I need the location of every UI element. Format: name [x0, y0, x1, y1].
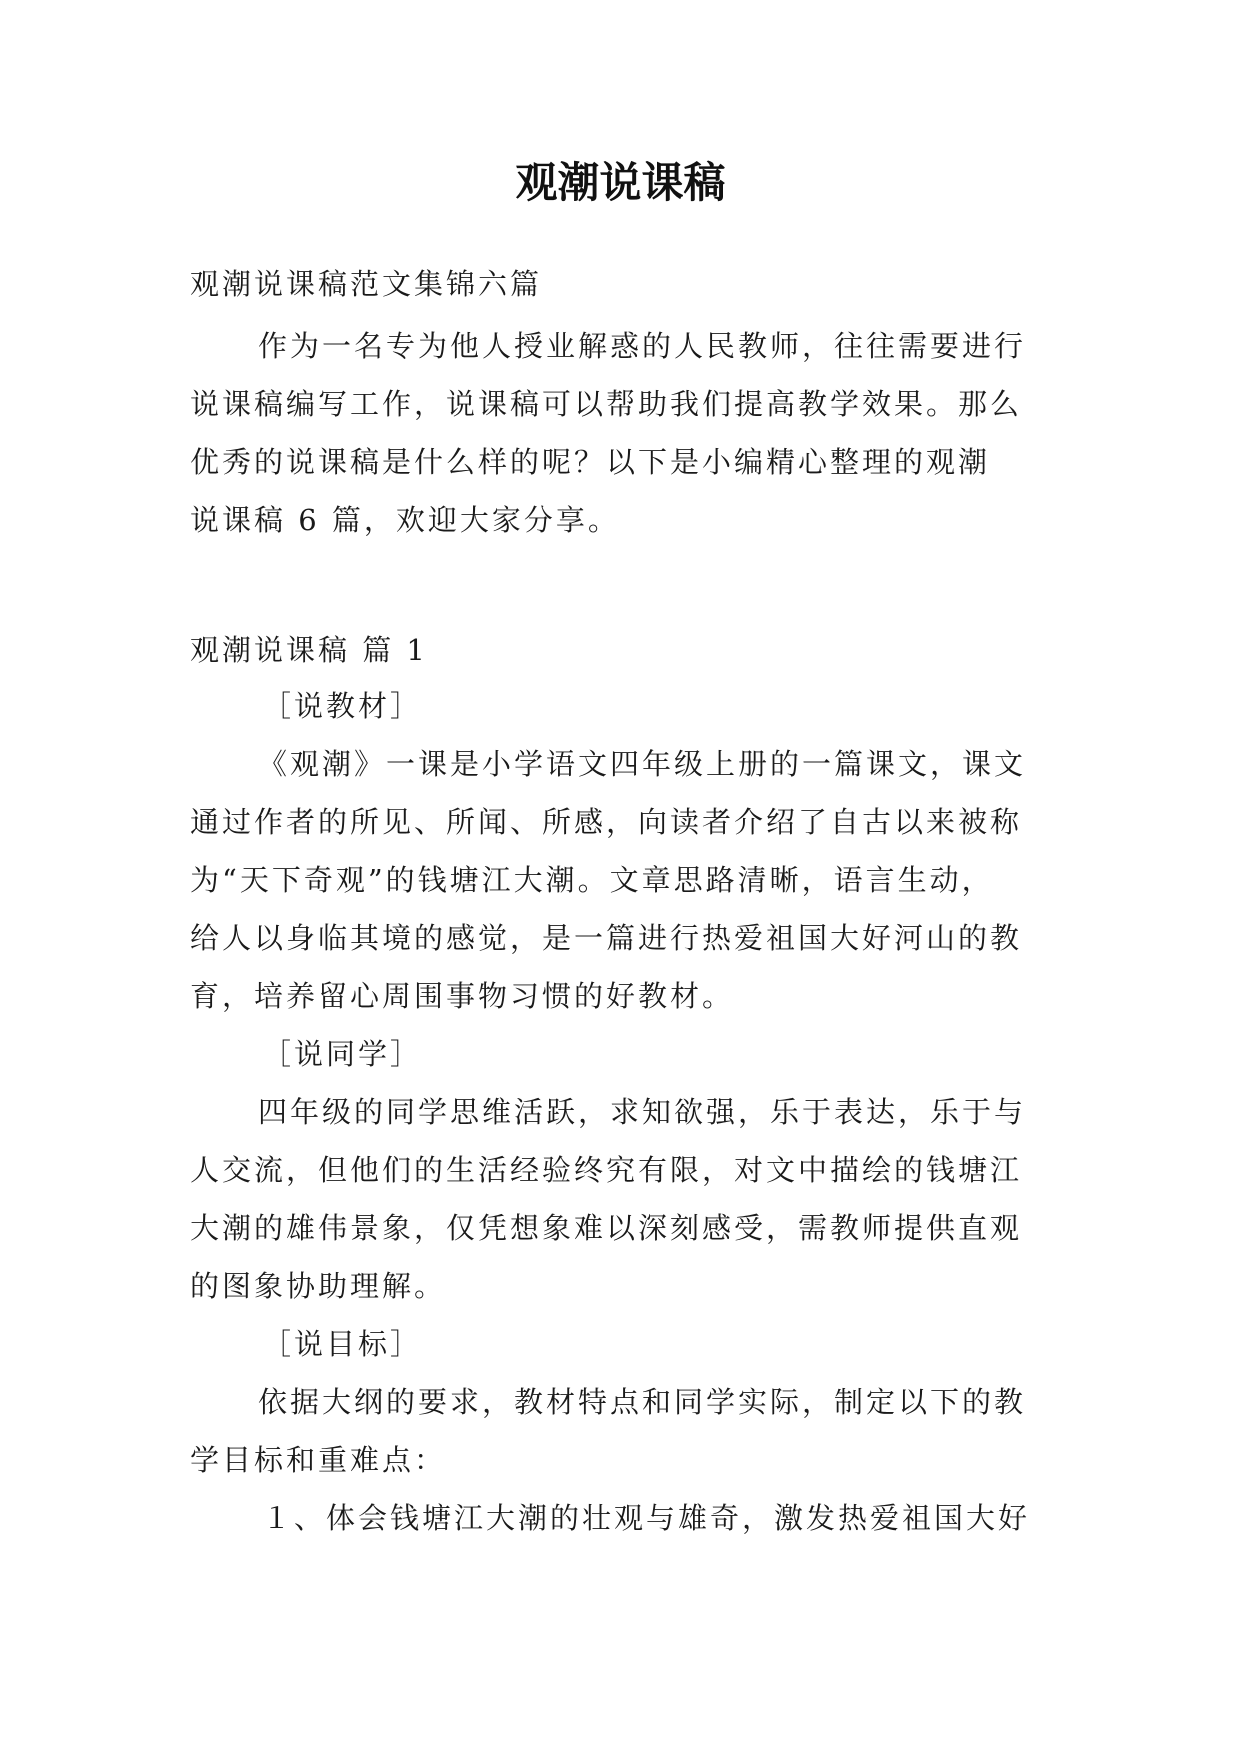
textbook-line-5: 育，培养留心周围事物习惯的好教材。 [190, 979, 735, 1013]
section-heading: 观潮说课稿 篇 1 [190, 633, 428, 667]
students-line-1: 四年级的同学思维活跃，求知欲强，乐于表达，乐于与 [258, 1095, 1027, 1129]
intro-line-2: 说课稿编写工作，说课稿可以帮助我们提高教学效果。那么 [190, 387, 1023, 421]
textbook-line-4: 给人以身临其境的感觉，是一篇进行热爱祖国大好河山的教 [190, 921, 1023, 955]
document-subtitle: 观潮说课稿范文集锦六篇 [190, 267, 543, 301]
textbook-line-3: 为“天下奇观”的钱塘江大潮。文章思路清晰，语言生动， [190, 863, 994, 897]
heading-students: ［说同学］ [262, 1037, 423, 1071]
numbered-item-1: １、体会钱塘江大潮的壮观与雄奇，激发热爱祖国大好 [262, 1501, 1031, 1535]
heading-goals: ［说目标］ [262, 1327, 423, 1361]
goals-line-1: 依据大纲的要求，教材特点和同学实际，制定以下的教 [258, 1385, 1027, 1419]
textbook-line-2: 通过作者的所见、所闻、所感，向读者介绍了自古以来被称 [190, 805, 1023, 839]
students-line-2: 人交流，但他们的生活经验终究有限，对文中描绘的钱塘江 [190, 1153, 1023, 1187]
goals-line-2: 学目标和重难点： [190, 1443, 447, 1477]
heading-textbook: ［说教材］ [262, 689, 423, 723]
textbook-line-1: 《观潮》一课是小学语文四年级上册的一篇课文，课文 [258, 747, 1027, 781]
intro-line-3: 优秀的说课稿是什么样的呢？以下是小编精心整理的观潮 [190, 445, 991, 479]
intro-line-1: 作为一名专为他人授业解惑的人民教师，往往需要进行 [258, 329, 1027, 363]
students-line-3: 大潮的雄伟景象，仅凭想象难以深刻感受，需教师提供直观 [190, 1211, 1023, 1245]
students-line-4: 的图象协助理解。 [190, 1269, 447, 1303]
document-title: 观潮说课稿 [515, 158, 726, 207]
intro-line-4: 说课稿 6 篇，欢迎大家分享。 [190, 503, 620, 537]
